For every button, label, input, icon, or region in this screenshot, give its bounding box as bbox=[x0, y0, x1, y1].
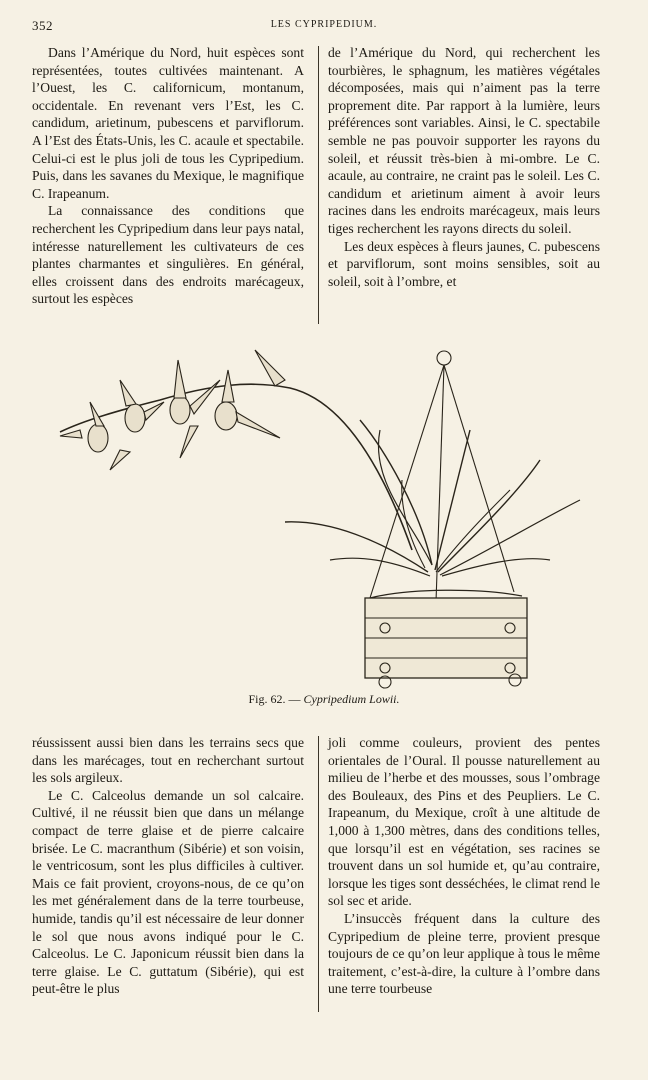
column-rule bbox=[318, 46, 319, 324]
paragraph: La connaissance des conditions que recherchent les Cypripedium dans leur pays natal, intéresse naturellement les cultivateurs de ces plantes charmantes et singulières. En général, elles croissent dans des endroits marécageux, surtout les espèces bbox=[32, 203, 304, 307]
page-header bbox=[32, 18, 616, 36]
paragraph: Dans l’Amérique du Nord, huit espèces sont représentées, toutes cultivées maintenant. A l’Ouest, les C. californicum, montanum, occidentale. En revenant vers l’Est, les C. candidum, arietinum, pubescens et parviflorum. A l’Est des États-Unis, les C. acaule et spectabile. Celui-ci est le plus joli de tous les Cypripedium. Puis, dans les savanes du Mexique, le magnifique C. Irapeanum. bbox=[32, 45, 304, 201]
text-column-top-left bbox=[32, 44, 304, 308]
paragraph: de l’Amérique du Nord, qui recherchent les tourbières, le sphagnum, les matières végétales décomposées, mais qui n’aiment pas la terre proprement dite. Par rapport à la lumière, leurs préférences sont variables. Ainsi, le C. spectabile semble ne pas pouvoir supporter les rayons du soleil, et réussit très-bien à mi-ombre. Le C. acaule, au contraire, ne craint pas le soleil. Les C. candidum et arietinum aiment à avoir leurs racines dans les endroits marécageux, mais leurs tiges recherchent les rayons directs du soleil. bbox=[328, 45, 600, 236]
paragraph: L’insuccès fréquent dans la culture des Cypripedium de pleine terre, provient presque toujours de ce qu’on leur applique à tous le même traitement, c’est-à-dire, la culture à l’ombre dans une terre tourbeuse bbox=[328, 910, 600, 997]
caption-prefix: Fig. 62. — bbox=[248, 692, 304, 706]
running-title: LES CYPRIPEDIUM. bbox=[270, 19, 378, 30]
paragraph: Le C. Calceolus demande un sol calcaire. Cultivé, il ne réussit bien que dans un mélange compact de terre glaise et de pierre calcaire brisée. Le C. macranthum (Sibérie) et son voisin, le ventricosum, sont les plus difficiles à cultiver. Mais ce fait provient, croyons-nous, de ce qu’on les met généralement dans de la terre tourbeuse, humide, tandis qu’il est nécessaire de leur donner le sol que nous avons indiqué pour le C. Calceolus. Le C. Japonicum réussit bien dans la terre glaise. Le C. guttatum (Sibérie), qui est peut-être le plus bbox=[32, 787, 304, 997]
text-column-bottom-right bbox=[328, 734, 600, 998]
orchid-illustration bbox=[40, 340, 610, 700]
column-rule bbox=[318, 736, 319, 1012]
figure-caption bbox=[0, 692, 648, 707]
page-number: 352 bbox=[32, 18, 53, 33]
text-column-top-right bbox=[328, 44, 600, 290]
paragraph: réussissent aussi bien dans les terrains secs que dans les marécages, tout en recherchant surtout les sols argileux. bbox=[32, 735, 304, 786]
paragraph: joli comme couleurs, provient des pentes orientales de l’Oural. Il pousse naturellement au milieu de l’herbe et des mousses, sous l’ombrage des Bouleaux, des Pins et des Peupliers. Le C. Irapeanum, du Mexique, croît à une altitude de 1,000 à 1,300 mètres, dans des conditions telles, que lorsqu’il est en végétation, ses racines se trouvent dans un sol humide et, qu’au contraire, lorsque les tiges sont desséchées, le climat rend le sol sec et aride. bbox=[328, 735, 600, 909]
text-column-bottom-left bbox=[32, 734, 304, 998]
caption-species: Cypripedium Lowii. bbox=[303, 692, 400, 706]
paragraph: Les deux espèces à fleurs jaunes, C. pubescens et parviflorum, sont moins sensibles, soit au soleil, soit à l’ombre, et bbox=[328, 238, 600, 289]
